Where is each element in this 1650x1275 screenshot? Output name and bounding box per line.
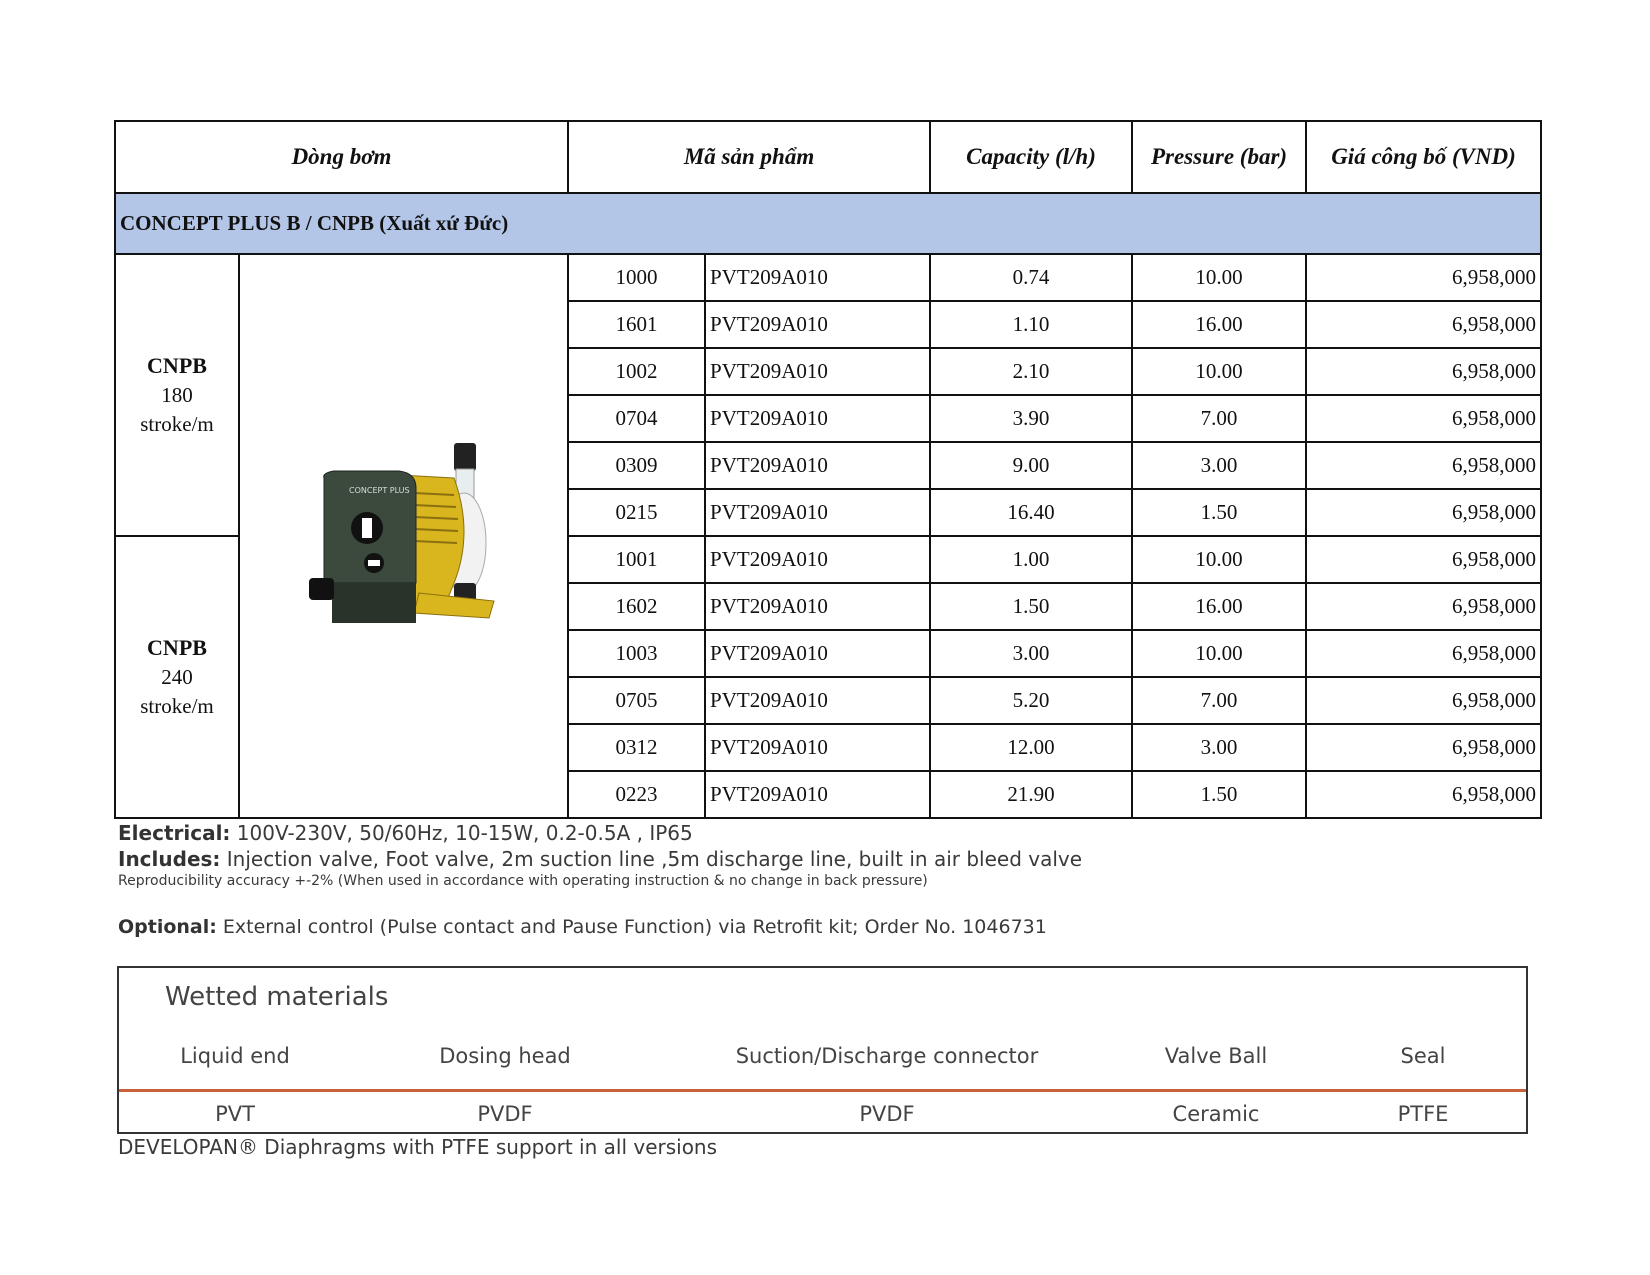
pressure-cell: 10.00 <box>1132 348 1306 395</box>
price-cell: 6,958,000 <box>1306 348 1541 395</box>
code-cell: PVT209A010 <box>705 771 930 818</box>
price-cell: 6,958,000 <box>1306 489 1541 536</box>
pressure-cell: 16.00 <box>1132 301 1306 348</box>
wetted-header-seal: Seal <box>1400 1044 1446 1068</box>
svg-text:CONCEPT PLUS: CONCEPT PLUS <box>348 486 410 495</box>
capacity-cell: 12.00 <box>930 724 1132 771</box>
wetted-materials-box <box>117 966 1528 1134</box>
diaphragm-note: DEVELOPAN® Diaphragms with PTFE support in all versions <box>118 1135 718 1159</box>
optional-label: Optional: <box>118 916 217 938</box>
code-cell: PVT209A010 <box>705 630 930 677</box>
model-cell: 1601 <box>568 301 705 348</box>
pump-image-cell <box>239 254 568 818</box>
electrical-text: 100V-230V, 50/60Hz, 10-15W, 0.2-0.5A , IP65 <box>230 821 693 845</box>
pressure-cell: 3.00 <box>1132 442 1306 489</box>
model-cell: 0309 <box>568 442 705 489</box>
code-cell: PVT209A010 <box>705 301 930 348</box>
wetted-value-dosing-head: PVDF <box>477 1102 533 1126</box>
code-cell: PVT209A010 <box>705 489 930 536</box>
pressure-cell: 10.00 <box>1132 630 1306 677</box>
model-cell: 0215 <box>568 489 705 536</box>
price-cell: 6,958,000 <box>1306 536 1541 583</box>
code-cell: PVT209A010 <box>705 395 930 442</box>
capacity-cell: 1.00 <box>930 536 1132 583</box>
capacity-cell: 3.90 <box>930 395 1132 442</box>
pressure-cell: 10.00 <box>1132 536 1306 583</box>
capacity-cell: 2.10 <box>930 348 1132 395</box>
header-pressure: Pressure (bar) <box>1132 121 1306 193</box>
code-cell: PVT209A010 <box>705 536 930 583</box>
model-cell: 0312 <box>568 724 705 771</box>
divider <box>119 1089 1526 1092</box>
pump-image <box>304 433 504 633</box>
capacity-cell: 1.50 <box>930 583 1132 630</box>
model-cell: 1000 <box>568 254 705 301</box>
header-capacity: Capacity (l/h) <box>930 121 1132 193</box>
optional-text: External control (Pulse contact and Pause Function) via Retrofit kit; Order No. 1046731 <box>216 916 1047 938</box>
capacity-cell: 16.40 <box>930 489 1132 536</box>
capacity-cell: 21.90 <box>930 771 1132 818</box>
capacity-cell: 3.00 <box>930 630 1132 677</box>
model-cell: 0704 <box>568 395 705 442</box>
model-cell: 0705 <box>568 677 705 724</box>
pressure-cell: 7.00 <box>1132 677 1306 724</box>
group-unit: stroke/m <box>140 412 214 436</box>
price-cell: 6,958,000 <box>1306 301 1541 348</box>
model-cell: 1602 <box>568 583 705 630</box>
wetted-value-connector: PVDF <box>859 1102 915 1126</box>
model-cell: 1001 <box>568 536 705 583</box>
includes-label: Includes: <box>118 847 221 871</box>
capacity-cell: 0.74 <box>930 254 1132 301</box>
model-cell: 1003 <box>568 630 705 677</box>
wetted-title: Wetted materials <box>165 982 389 1012</box>
pressure-cell: 1.50 <box>1132 771 1306 818</box>
model-cell: 1002 <box>568 348 705 395</box>
group-unit: stroke/m <box>140 694 214 718</box>
includes-text: Injection valve, Foot valve, 2m suction line ,5m discharge line, built in air bleed valve <box>220 847 1083 871</box>
price-cell: 6,958,000 <box>1306 630 1541 677</box>
group-speed: 240 <box>161 665 193 689</box>
price-cell: 6,958,000 <box>1306 395 1541 442</box>
group-name: CNPB <box>147 353 207 378</box>
pressure-cell: 7.00 <box>1132 395 1306 442</box>
pump-group-1 <box>115 536 239 818</box>
reproducibility-note: Reproducibility accuracy +-2% (When used in accordance with operating instruction & no change in back pressure) <box>118 873 928 889</box>
section-title: CONCEPT PLUS B / CNPB (Xuất xứ Đức) <box>115 193 1541 254</box>
code-cell: PVT209A010 <box>705 724 930 771</box>
table-header-row <box>115 121 1541 193</box>
wetted-header-liquid-end: Liquid end <box>180 1044 290 1068</box>
wetted-value-liquid-end: PVT <box>215 1102 255 1126</box>
price-cell: 6,958,000 <box>1306 724 1541 771</box>
price-cell: 6,958,000 <box>1306 677 1541 724</box>
pressure-cell: 1.50 <box>1132 489 1306 536</box>
wetted-header-connector: Suction/Discharge connector <box>735 1044 1039 1068</box>
price-cell: 6,958,000 <box>1306 583 1541 630</box>
pressure-cell: 3.00 <box>1132 724 1306 771</box>
includes-note <box>118 847 1082 871</box>
price-cell: 6,958,000 <box>1306 254 1541 301</box>
price-cell: 6,958,000 <box>1306 442 1541 489</box>
capacity-cell: 9.00 <box>930 442 1132 489</box>
wetted-value-seal: PTFE <box>1397 1102 1449 1126</box>
pressure-cell: 16.00 <box>1132 583 1306 630</box>
price-table <box>114 120 1542 819</box>
header-price: Giá công bố (VND) <box>1306 121 1541 193</box>
code-cell: PVT209A010 <box>705 583 930 630</box>
group-speed: 180 <box>161 383 193 407</box>
code-cell: PVT209A010 <box>705 254 930 301</box>
price-cell: 6,958,000 <box>1306 771 1541 818</box>
section-band <box>115 193 1541 254</box>
optional-note <box>118 916 1047 938</box>
capacity-cell: 1.10 <box>930 301 1132 348</box>
wetted-value-valve-ball: Ceramic <box>1172 1102 1260 1126</box>
electrical-note <box>118 821 693 845</box>
wetted-header-valve-ball: Valve Ball <box>1164 1044 1268 1068</box>
header-pump-line: Dòng bơm <box>115 121 568 193</box>
group-name: CNPB <box>147 635 207 660</box>
capacity-cell: 5.20 <box>930 677 1132 724</box>
code-cell: PVT209A010 <box>705 677 930 724</box>
electrical-label: Electrical: <box>118 821 231 845</box>
model-cell: 0223 <box>568 771 705 818</box>
header-product-code: Mã sản phẩm <box>568 121 930 193</box>
pressure-cell: 10.00 <box>1132 254 1306 301</box>
code-cell: PVT209A010 <box>705 442 930 489</box>
table-row <box>115 254 1541 301</box>
wetted-header-dosing-head: Dosing head <box>439 1044 571 1068</box>
code-cell: PVT209A010 <box>705 348 930 395</box>
pump-group-0 <box>115 254 239 536</box>
